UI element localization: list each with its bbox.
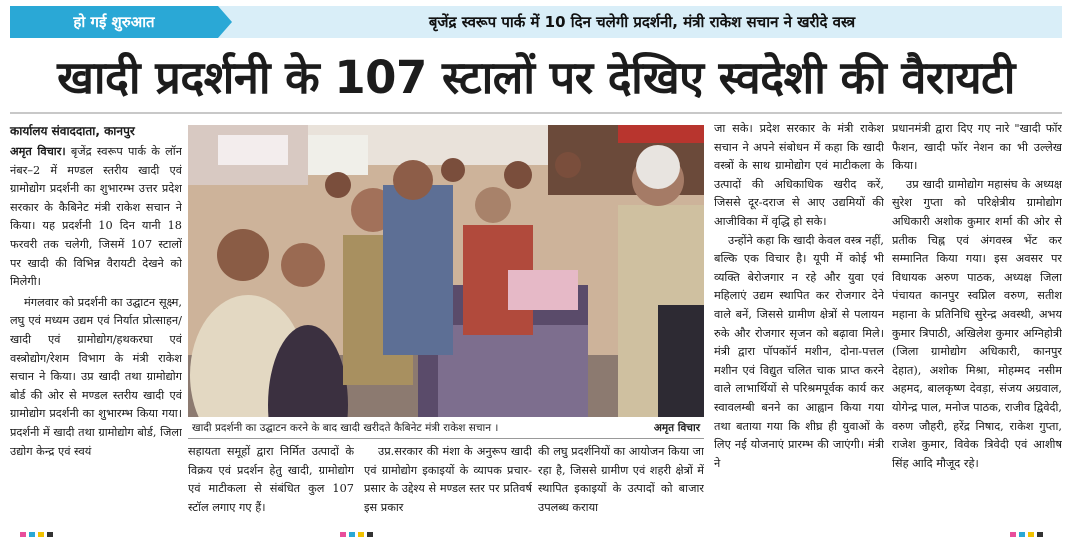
print-registration-marks [340,532,373,538]
article-column-6 [892,120,1062,530]
paragraph [10,294,182,461]
paragraph [892,176,1062,474]
paragraph [364,443,532,517]
paragraph [714,232,884,474]
article-column-5 [714,120,884,530]
paragraph-text: जा सके। प्रदेश सरकार के मंत्री राकेश सचान ने अपने संबोधन में कहा कि खादी वस्त्रों के साथ ग्रामोद्योग एवं माटीकला के उत्पादों की अधिकाधिक खरीद करें, जिससे दूर-दराज से आए उद्यमियों की आजीविका में वृद्धि हो सके। [714,122,884,228]
paragraph-text: प्रधानमंत्री द्वारा दिए गए नारे "खादी फॉर फैशन, खादी फॉर नेशन का भी उल्लेख किया। [892,122,1062,173]
article-column-3 [364,443,532,533]
paragraph-text: उप्र खादी ग्रामोद्योग महासंघ के अध्यक्ष सुरेश गुप्ता को परिक्षेत्रीय ग्रामोद्योग अधिकारी अशोक कुमार शर्मा की ओर से प्रतीक चिह्न एवं अंगवस्त्र भेंट कर सम्मानित किया गया। इस अवसर पर विधायक अरुण पाठक, अध्यक्ष जिला पंचायत कानपुर स्वप्निल वरुण, सतीश महाना के प्रतिनिधि सुरेन्द्र अवस्थी, अभय कुमार त्रिपाठी, अखिलेश कुमार अग्निहोत्री (जिला ग्रामोद्योग अधिकारी, कानपुर देहात), अशोक मिश्रा, मोहम्मद नसीम अहमद, बालकृष्ण देवड़ा, संजय अग्रवाल, योगेन्द्र पाल, मनोज पाठक, राजीव द्विवेदी, वरुण जौहरी, हरेंद्र निषाद, राकेश गुप्ता, राजेश कुमार, विवेक त्रिवेदी एवं आशीष सिंह आदि मौजूद रहे। [892,177,1062,470]
article-column-4 [538,443,704,533]
print-registration-marks [1010,532,1043,538]
news-photo [188,125,704,417]
headline: खादी प्रदर्शनी के 107 स्टालों पर देखिए स्वदेशी की वैरायटी [57,50,1015,104]
subheadline: बृजेंद्र स्वरूप पार्क में 10 दिन चलेगी प्रदर्शनी, मंत्री राकेश सचान ने खरीदे वस्त्र [428,13,856,31]
photo-caption-bar [188,417,704,439]
kicker-tag: हो गई शुरुआत [10,6,218,38]
divider [10,112,1062,114]
paragraph [188,443,354,517]
photo-caption: खादी प्रदर्शनी का उद्घाटन करने के बाद खादी खरीदते कैबिनेट मंत्री राकेश सचान । [192,421,499,434]
dateline: अमृत विचार। [10,144,66,158]
paragraph-text: की लघु प्रदर्शनियों का आयोजन किया जा रहा है, जिससे ग्रामीण एवं शहरी क्षेत्रों में स्थापित इकाइयों के उत्पादों को बाजार उपलब्ध कराया [538,445,704,514]
photo-credit: अमृत विचार [653,421,700,434]
paragraph-text: उप्र.सरकार की मंशा के अनुरूप खादी एवं ग्रामोद्योग इकाइयों के व्यापक प्रचार-प्रसार के उद्देश्य से मण्डल स्तर पर प्रतिवर्ष इस प्रकार [364,445,532,514]
paragraph-text: सहायता समूहों द्वारा निर्मित उत्पादों के विक्रय एवं प्रदर्शन हेतु खादी, ग्रामोद्योग एवं माटीकला से संबंधित कुल 107 स्टॉल लगाए गए हैं। [188,445,354,514]
paragraph [892,120,1062,176]
byline: कार्यालय संवाददाता, कानपुर [10,124,135,138]
article-column-2 [188,443,354,533]
article-column-1 [10,142,182,532]
paragraph [10,142,182,292]
print-registration-marks [20,532,53,538]
paragraph-text: उन्होंने कहा कि खादी केवल वस्त्र नहीं, बल्कि एक विचार है। यूपी में कोई भी व्यक्ति बेरोजगार न रहे और युवा एवं महिलाएं उद्यम स्थापित कर रोजगार देने वाले बनें, जिससे ग्रामीण क्षेत्रों से पलायन रुके और रोजगार सृजन को बढ़ावा मिले। मंत्री द्वारा पॉपकॉर्न मशीन, दोना-पत्तल मशीन एवं विद्युत चलित चाक प्राप्त करने वाले लाभार्थियों से परिश्रमपूर्वक कार्य कर स्वावलम्बी बनने का आह्वान किया गया तथा बताया गया कि शीघ्र ही युवाओं के लिए नई योजनाएं प्रारम्भ की जाएंगी। मंत्री ने [714,233,884,470]
paragraph [538,443,704,517]
paragraph-text: मंगलवार को प्रदर्शनी का उद्घाटन सूक्ष्म, लघु एवं मध्यम उद्यम एवं निर्यात प्रोत्साहन/खादी एवं ग्रामोद्योग/हथकरघा एवं वस्त्रोद्योग/रेशम विभाग के मंत्री राकेश सचान ने किया। उप्र खादी तथा ग्रामोद्योग बोर्ड की ओर से मण्डल स्तरीय खादी एवं ग्रामोद्योग प्रदर्शनी का शुभारम्भ किया गया। प्रदर्शनी में खादी तथा ग्रामोद्योग बोर्ड, जिला उद्योग केन्द्र एवं स्वयं [10,295,182,458]
paragraph [714,120,884,232]
paragraph-text: बृजेंद्र स्वरूप पार्क के लॉन नंबर–2 में मण्डल स्तरीय खादी एवं ग्रामोद्योग प्रदर्शनी का शुभारम्भ उत्तर प्रदेश सरकार के कैबिनेट मंत्री राकेश सचान ने किया। यह प्रदर्शनी 10 दिन यानी 18 फरवरी तक चलेगी, जिसमें 107 स्टालों पर खादी की विभिन्न वैरायटी देखने को मिलेगी। [10,145,182,289]
